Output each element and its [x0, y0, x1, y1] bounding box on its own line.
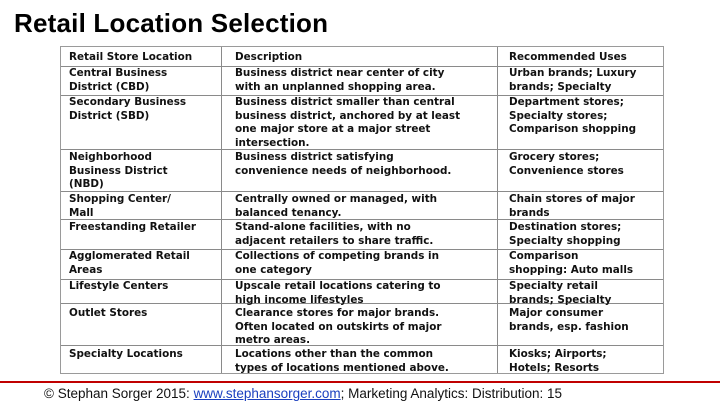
table-cell: Urban brands; Luxury brands; Specialty — [509, 67, 637, 93]
table-cell: Specialty retail brands; Specialty — [509, 280, 612, 306]
table-cell: Shopping Center/ Mall — [69, 193, 171, 219]
table-cell: Secondary Business District (SBD) — [69, 96, 187, 122]
footer-website-link[interactable]: www.stephansorger.com — [193, 386, 341, 401]
table-cell: Business district satisfying convenience needs of neighborhood. — [235, 151, 452, 177]
table-cell: Stand-alone facilities, with no adjacent retailers to share traffic. — [235, 221, 434, 247]
footer — [44, 386, 562, 401]
table-cell: Lifestyle Centers — [69, 280, 169, 292]
table-cell: Major consumer brands, esp. fashion — [509, 307, 629, 333]
header-recommended-uses: Recommended Uses — [509, 51, 627, 63]
table-cell: Neighborhood Business District (NBD) — [69, 151, 168, 191]
table-cell: Freestanding Retailer — [69, 221, 196, 233]
table-cell: Business district smaller than central business district, anchored by at least one major store at a major street intersection. — [235, 96, 461, 149]
retail-location-table — [60, 46, 664, 374]
table-cell: Grocery stores; Convenience stores — [509, 151, 624, 177]
table-cell: Chain stores of major brands — [509, 193, 635, 219]
table-cell: Business district near center of city with an unplanned shopping area. — [235, 67, 445, 93]
table-cell: Collections of competing brands in one category — [235, 250, 439, 276]
table-cell: Outlet Stores — [69, 307, 148, 319]
table-cell: Clearance stores for major brands. Often located on outskirts of major metro areas. — [235, 307, 442, 347]
table-cell: Destination stores; Specialty shopping — [509, 221, 622, 247]
table-cell: Comparison shopping: Auto malls — [509, 250, 634, 276]
footer-course-info: ; Marketing Analytics: Distribution: 15 — [340, 386, 562, 401]
table-cell: Central Business District (CBD) — [69, 67, 168, 93]
table-cell: Locations other than the common types of locations mentioned above. — [235, 348, 449, 374]
footer-rule — [0, 381, 720, 383]
table-cell: Agglomerated Retail Areas — [69, 250, 190, 276]
table-cell: Upscale retail locations catering to high income lifestyles — [235, 280, 441, 306]
header-description: Description — [235, 51, 303, 63]
table-cell: Specialty Locations — [69, 348, 183, 360]
table-cell: Kiosks; Airports; Hotels; Resorts — [509, 348, 607, 374]
slide-title: Retail Location Selection — [14, 8, 329, 38]
footer-copyright: © Stephan Sorger 2015: — [44, 386, 194, 401]
header-location: Retail Store Location — [69, 51, 193, 63]
table-cell: Centrally owned or managed, with balanced tenancy. — [235, 193, 438, 219]
table-cell: Department stores; Specialty stores; Comparison shopping — [509, 96, 637, 136]
